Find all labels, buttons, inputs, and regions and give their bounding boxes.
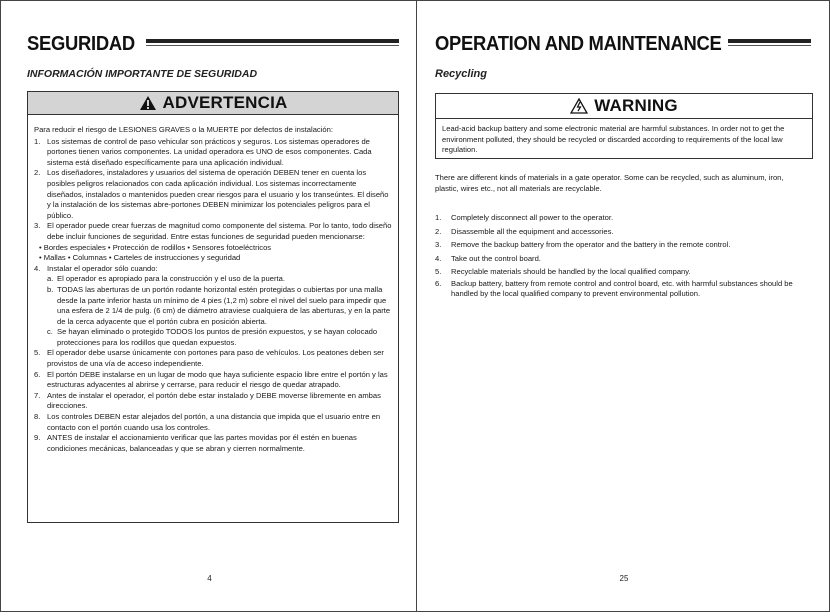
page-title: OPERATION AND MAINTENANCE	[435, 33, 722, 55]
recycling-steps	[435, 211, 809, 300]
page-left	[0, 0, 417, 612]
sub-item: a. El operador es apropiado para la construcción y el uso de la puerta.	[47, 274, 285, 284]
safety-list	[34, 137, 392, 455]
list-item: 4. Instalar el operador sólo cuando: a. El operador es apropiado para la construcción y el uso de la puerta. b. TODAS las aberturas de un portón rodante horizontal estén protegidas o cubiertas por una malla desde la parte inferior hasta un mínimo de 4 pies (1,2 m) sobre el nivel del suelo para impedir que una esfera de 2 1/4 de pulg. (6 cm) de diámetro atraviese cualquiera de las aberturas, y en la parte de la cerca adyacente que el portón cubra en posición abierta. c. Se hayan eliminado o protegido TODOS los puntos de presión expuestos, y se hayan colocado protecciones para los rodillos que quedan expuestos.	[34, 263, 391, 347]
list-item: 3. El operador puede crear fuerzas de magnitud como componente del sistema. Por lo tanto, todo diseño debe incluir funciones de seguridad. Entre estas funciones de seguridad pueden mencionarse: • Bordes especiales • Protección de rodillos • Sensores fotoeléctricos • Mallas • Columnas • Carteles de instrucciones y seguridad	[34, 221, 392, 263]
warning-text: Lead-acid backup battery and some electronic material are harmful substances. In order not to get the environment polluted, they should be recycled or discarded according to requirements of the local law regulation.	[442, 124, 785, 155]
safety-features-line-1: • Bordes especiales • Protección de rodillos • Sensores fotoeléctricos	[39, 242, 272, 252]
heading-rule	[146, 39, 399, 43]
list-item: 1. Los sistemas de control de paso vehicular son prácticos y seguros. Los sistemas operadores de portones tienen varios componentes. La unidad operadora es UNO de esos componentes. Cada sistema está diseñado específicamente para una aplicación individual.	[34, 136, 372, 167]
list-item: 8. Los controles DEBEN estar alejados del portón, a una distancia que impida que el usuario entre en contacto con el portón cuando usa los controles.	[34, 412, 381, 432]
warning-title: ADVERTENCIA	[162, 93, 288, 112]
warning-triangle-icon	[139, 95, 157, 111]
recycling-intro: There are different kinds of materials in a gate operator. Some can be recycled, such as aluminum, iron, plastic, wires etc., not all materials are recyclable.	[435, 173, 784, 193]
list-item: 9. ANTES de instalar el accionamiento verificar que las partes movidas por él estén en buenas condiciones mecánicas, balanceadas y que se abran y cierren normalmente.	[34, 433, 357, 453]
warning-box	[435, 93, 813, 159]
warning-content	[28, 115, 398, 454]
list-item: 3. Remove the backup battery from the operator and the battery in the remote control.	[435, 240, 731, 249]
intro-text: Para reducir el riesgo de LESIONES GRAVES o la MUERTE por defectos de instalación:	[34, 125, 333, 134]
page-number: 4	[207, 574, 212, 583]
section-heading-seguridad	[27, 33, 399, 56]
sub-item: c. Se hayan eliminado o protegido TODOS los puntos de presión expuestos, y se hayan colocado protecciones para los rodillos que quedan expuestos.	[47, 327, 378, 347]
safety-features-line-2: • Mallas • Columnas • Carteles de instrucciones y seguridad	[39, 253, 241, 263]
list-item: 1. Completely disconnect all power to the operator.	[435, 213, 614, 222]
section-heading-operation	[435, 33, 811, 56]
list-item: 2. Disassemble all the equipment and accessories.	[435, 226, 614, 236]
warning-banner	[436, 94, 812, 119]
list-item: 6. El portón DEBE instalarse en un lugar de modo que haya suficiente espacio libre entre el portón y las estructuras adyacentes al abrirse y cerrarse, para reducir el riesgo de quedar atrapado.	[34, 369, 388, 390]
subheading: Recycling	[435, 68, 487, 80]
warning-triangle-icon	[570, 98, 588, 114]
page-right	[416, 0, 830, 612]
list-item: 7. Antes de instalar el operador, el portón debe estar instalado y DEBE moverse libremente en ambas direcciones.	[34, 390, 381, 411]
warning-title: WARNING	[594, 96, 678, 115]
list-item: 2. Los diseñadores, instaladores y usuarios del sistema de operación DEBEN tener en cuenta los posibles peligros relacionados con cada aplicación individual. Los sistemas incorrectamente diseñados, instalados o mantenidos pueden crear riesgos para el usuario y los transeúntes. El diseño y la instalación de los sistemas abre-portones DEBEN minimizar los potenciales peligros para el público.	[34, 168, 389, 220]
warning-box	[27, 91, 399, 523]
list-item: 5. El operador debe usarse únicamente con portones para paso de vehículos. Los peatones deben ser provistos de una vía de acceso independiente.	[34, 348, 384, 369]
sub-item: b. TODAS las aberturas de un portón rodante horizontal estén protegidas o cubiertas por una malla desde la parte inferior hasta un mínimo de 4 pies (1,2 m) sobre el nivel del suelo para impedir que una esfera de 2 1/4 de pulg. (6 cm) de diámetro atraviese cualquiera de las aberturas, y en la parte de la cerca adyacente que el portón cubra en posición abierta.	[47, 284, 391, 326]
subheading: INFORMACIÓN IMPORTANTE DE SEGURIDAD	[27, 68, 258, 80]
warning-banner	[28, 92, 398, 115]
heading-rule	[728, 39, 811, 43]
page-title: SEGURIDAD	[27, 33, 135, 55]
list-item: 4. Take out the control board.	[435, 253, 541, 263]
list-item: 5. Recyclable materials should be handled by the local qualified company.	[435, 267, 691, 276]
list-item: 6. Backup battery, battery from remote control and control board, etc. with harmful substances should be handled by the local qualified company to prevent environmental pollution.	[435, 278, 793, 299]
page-number: 25	[619, 574, 629, 583]
